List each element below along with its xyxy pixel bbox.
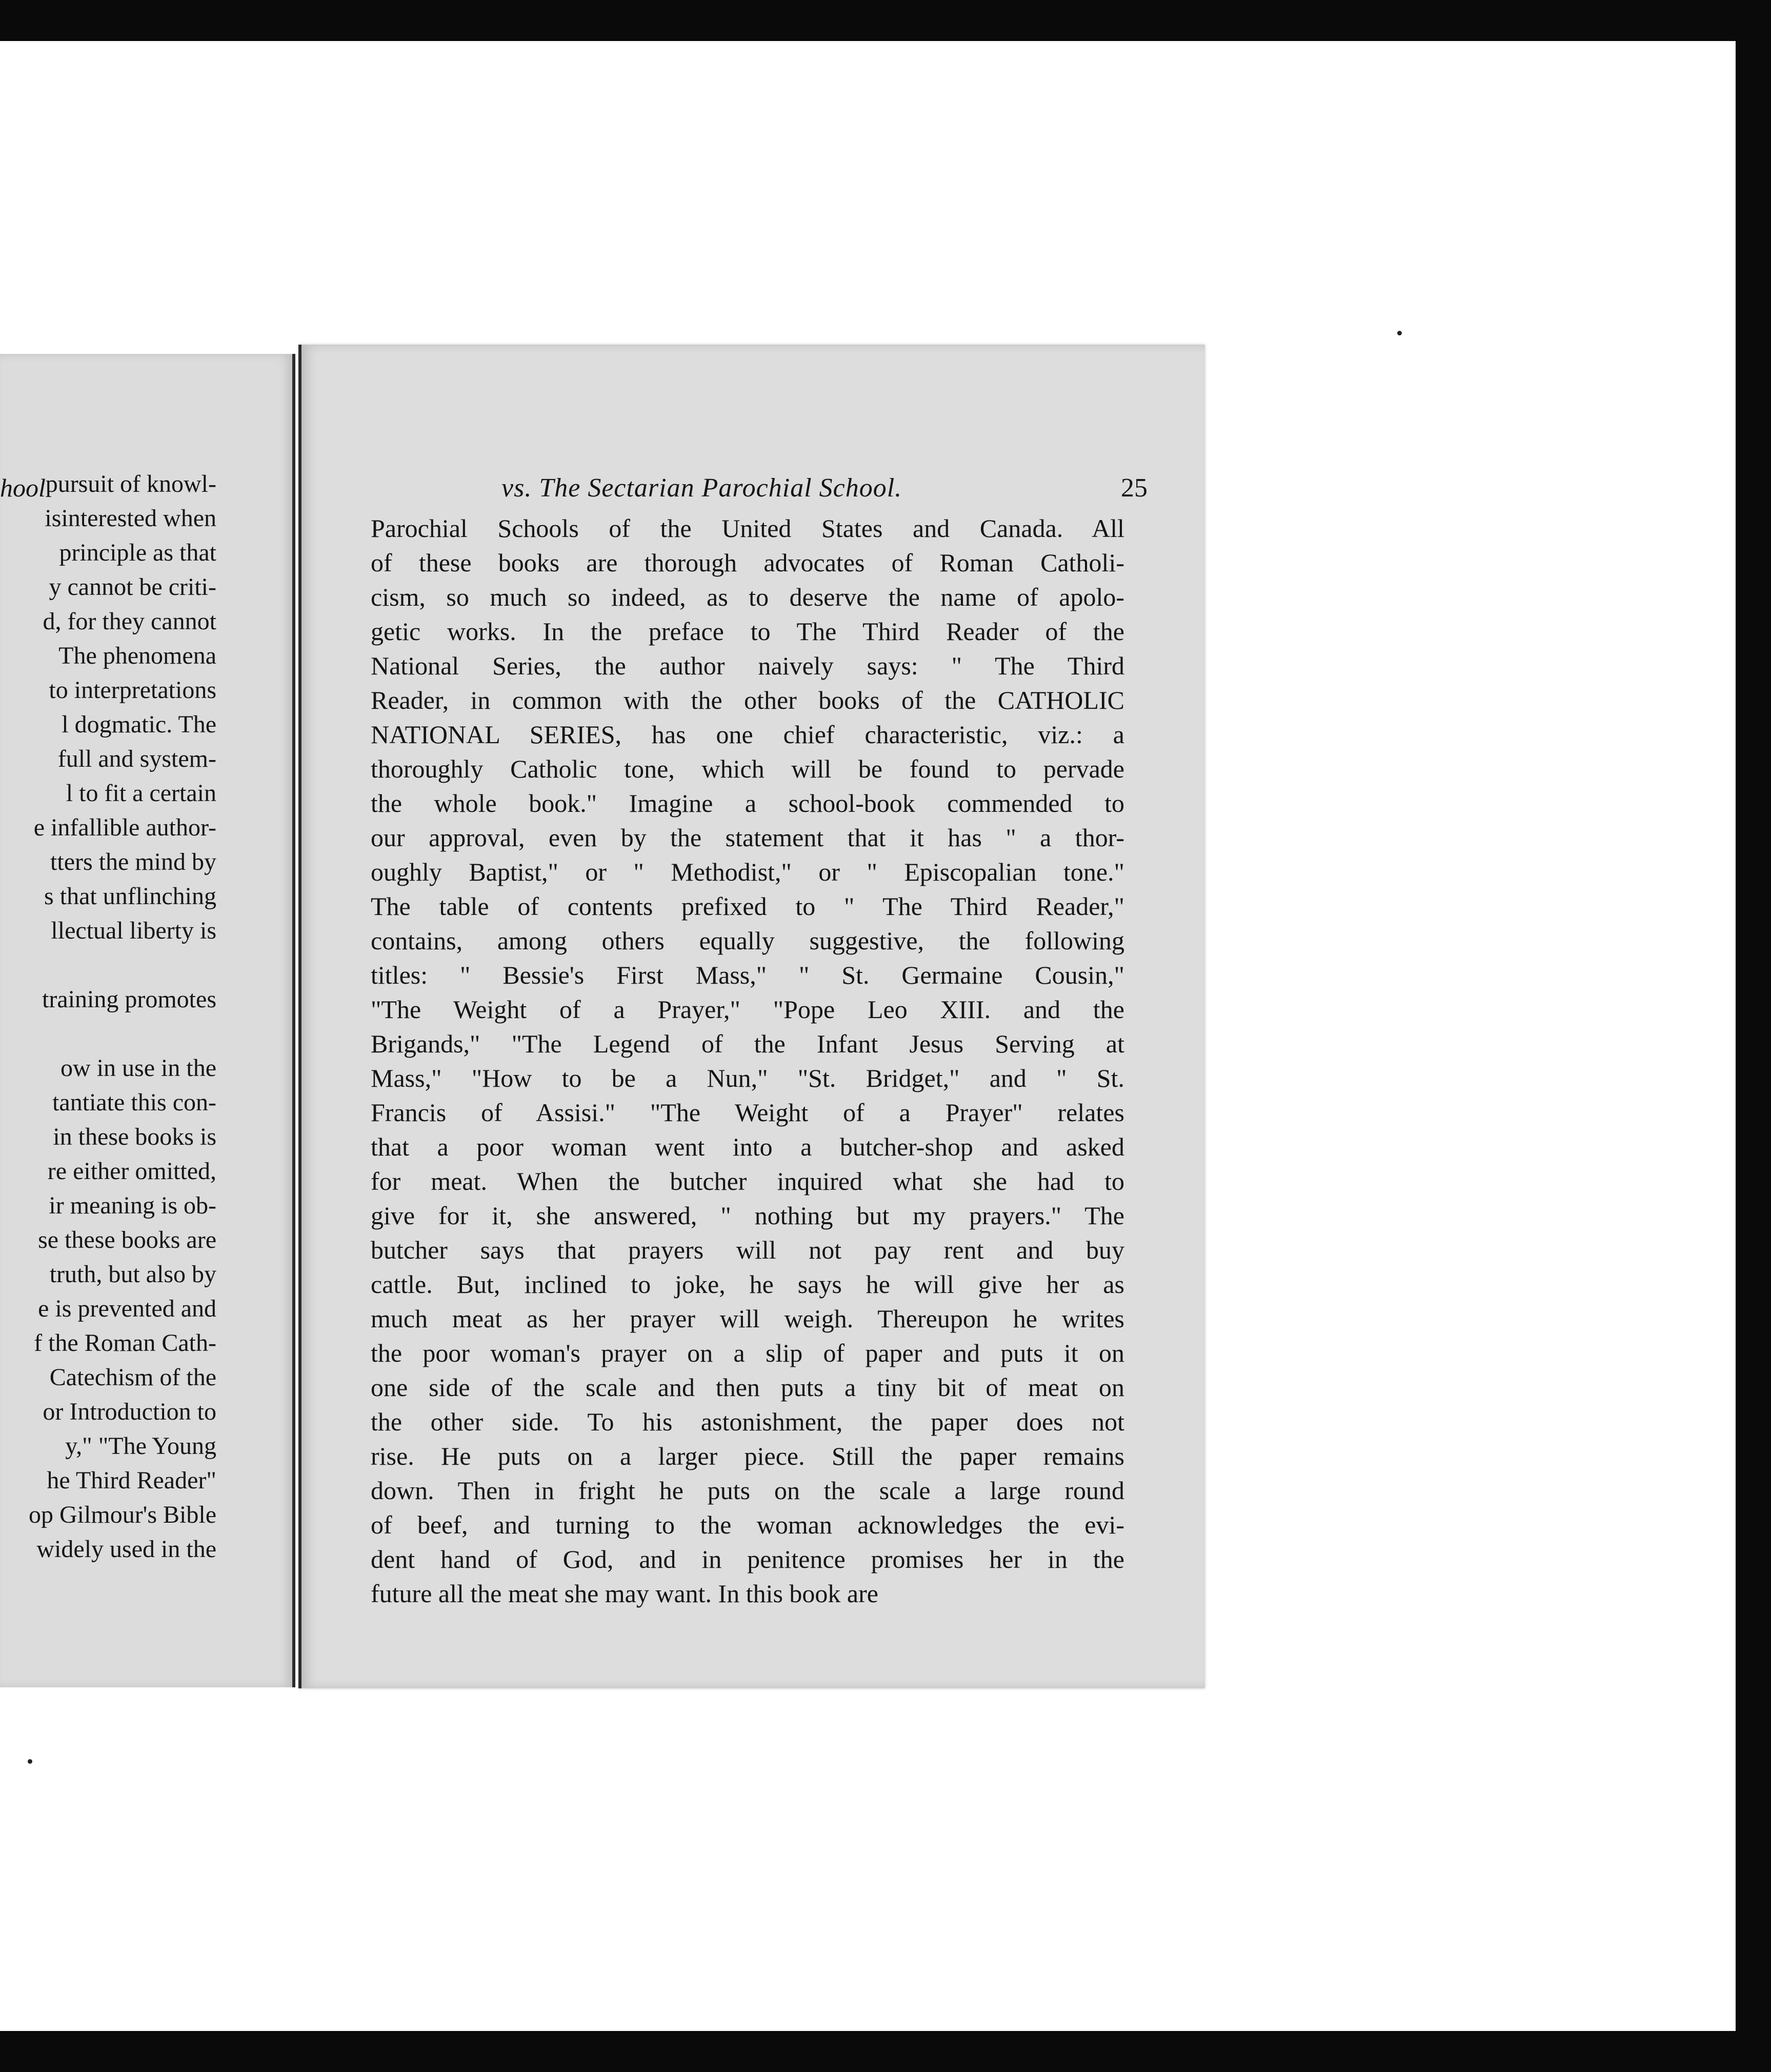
text-line: rise. He puts on a larger piece. Still the paper remains xyxy=(371,1442,1124,1470)
left-text-line: in these books is xyxy=(53,1123,216,1150)
running-head xyxy=(501,473,1148,509)
text-line: future all the meat she may want. In this book are xyxy=(371,1579,878,1608)
left-text-line: pursuit of knowl- xyxy=(45,470,216,497)
left-text-line: ow in use in the xyxy=(61,1054,216,1082)
left-text-line: llectual liberty is xyxy=(51,917,216,944)
left-text-line: full and system- xyxy=(57,745,216,772)
text-line: National Series, the author naively says: " The Third xyxy=(371,651,1124,680)
left-text-line: s that unflinching xyxy=(44,883,216,910)
left-page xyxy=(0,354,295,1687)
text-line: oughly Baptist," or " Methodist," or " Episcopalian tone." xyxy=(371,858,1124,886)
left-text-line: re either omitted, xyxy=(47,1158,216,1185)
left-text-line: training promotes xyxy=(42,986,216,1013)
running-head-title: vs. The Sectarian Parochial School. xyxy=(501,473,902,503)
text-line: for meat. When the butcher inquired what she had to xyxy=(371,1167,1124,1196)
scan-border-right xyxy=(1736,0,1771,2072)
text-line: Brigands," "The Legend of the Infant Jesus Serving at xyxy=(371,1029,1124,1058)
text-line: our approval, even by the statement that it has " a thor- xyxy=(371,823,1124,852)
left-text-line: e is prevented and xyxy=(38,1295,216,1322)
left-text-line: se these books are xyxy=(38,1226,216,1253)
page-number: 25 xyxy=(1121,473,1148,503)
left-text-line xyxy=(0,948,216,982)
text-line: dent hand of God, and in penitence promises her in the xyxy=(371,1545,1124,1573)
text-line: NATIONAL SERIES, has one chief characteristic, viz.: a xyxy=(371,720,1124,749)
left-text-line: d, for they cannot xyxy=(43,608,216,635)
speck xyxy=(1397,331,1402,335)
text-line: thoroughly Catholic tone, which will be found to pervade xyxy=(371,754,1124,783)
left-text-line: e infallible author- xyxy=(33,814,216,841)
text-line: titles: " Bessie's First Mass," " St. Germaine Cousin," xyxy=(371,961,1124,989)
left-text-line: l to fit a certain xyxy=(66,780,216,807)
right-page xyxy=(298,345,1205,1688)
left-text-line: ir meaning is ob- xyxy=(49,1192,216,1219)
left-text-line: y cannot be criti- xyxy=(49,573,216,601)
left-page-text xyxy=(0,467,216,1566)
text-line: down. Then in fright he puts on the scale a large round xyxy=(371,1476,1124,1505)
speck xyxy=(28,1759,32,1764)
left-text-line: y," "The Young xyxy=(65,1432,216,1460)
left-text-line: l dogmatic. The xyxy=(62,711,216,738)
text-line: of beef, and turning to the woman acknowledges the evi- xyxy=(371,1510,1124,1539)
text-line: The table of contents prefixed to " The Third Reader," xyxy=(371,892,1124,921)
text-line: the whole book." Imagine a school-book commended to xyxy=(371,789,1124,818)
text-line: contains, among others equally suggestive, the following xyxy=(371,926,1124,955)
left-text-line: or Introduction to xyxy=(43,1398,216,1425)
text-line: cattle. But, inclined to joke, he says he will give her as xyxy=(371,1270,1124,1299)
left-text-line: The phenomena xyxy=(58,642,216,669)
text-line: of these books are thorough advocates of Roman Catholi- xyxy=(371,548,1124,577)
left-text-line: principle as that xyxy=(59,539,216,566)
left-text-line: widely used in the xyxy=(36,1536,216,1563)
text-line: Reader, in common with the other books of the CATHOLIC xyxy=(371,686,1124,714)
text-line: Parochial Schools of the United States and Canada. All xyxy=(371,514,1124,543)
left-text-line: isinterested when xyxy=(45,505,216,532)
text-line: the poor woman's prayer on a slip of paper and puts it on xyxy=(371,1339,1124,1367)
left-text-line xyxy=(0,1017,216,1051)
text-line: butcher says that prayers will not pay rent and buy xyxy=(371,1236,1124,1264)
text-line: "The Weight of a Prayer," "Pope Leo XIII. and the xyxy=(371,995,1124,1024)
left-text-line: he Third Reader" xyxy=(47,1467,216,1494)
left-text-line: Catechism of the xyxy=(49,1364,216,1391)
left-text-line: tantiate this con- xyxy=(52,1089,216,1116)
left-running-head: hool xyxy=(0,473,46,502)
text-line: the other side. To his astonishment, the paper does not xyxy=(371,1407,1124,1436)
left-text-line: to interpretations xyxy=(49,676,216,704)
left-text-line: op Gilmour's Bible xyxy=(29,1501,216,1528)
left-text-line: truth, but also by xyxy=(49,1261,216,1288)
text-line: cism, so much so indeed, as to deserve the name of apolo- xyxy=(371,583,1124,611)
text-line: much meat as her prayer will weigh. Thereupon he writes xyxy=(371,1304,1124,1333)
text-line: Mass," "How to be a Nun," "St. Bridget," and " St. xyxy=(371,1064,1124,1092)
left-text-line: f the Roman Cath- xyxy=(34,1329,216,1357)
body-text xyxy=(371,511,1124,1611)
text-line: one side of the scale and then puts a tiny bit of meat on xyxy=(371,1373,1124,1402)
text-line: give for it, she answered, " nothing but my prayers." The xyxy=(371,1201,1124,1230)
text-line: that a poor woman went into a butcher-shop and asked xyxy=(371,1132,1124,1161)
scan-border-top xyxy=(0,0,1771,41)
text-line: Francis of Assisi." "The Weight of a Prayer" relates xyxy=(371,1098,1124,1127)
scan-border-bottom xyxy=(0,2031,1771,2072)
text-line: getic works. In the preface to The Third Reader of the xyxy=(371,617,1124,646)
left-text-line: tters the mind by xyxy=(50,848,216,875)
